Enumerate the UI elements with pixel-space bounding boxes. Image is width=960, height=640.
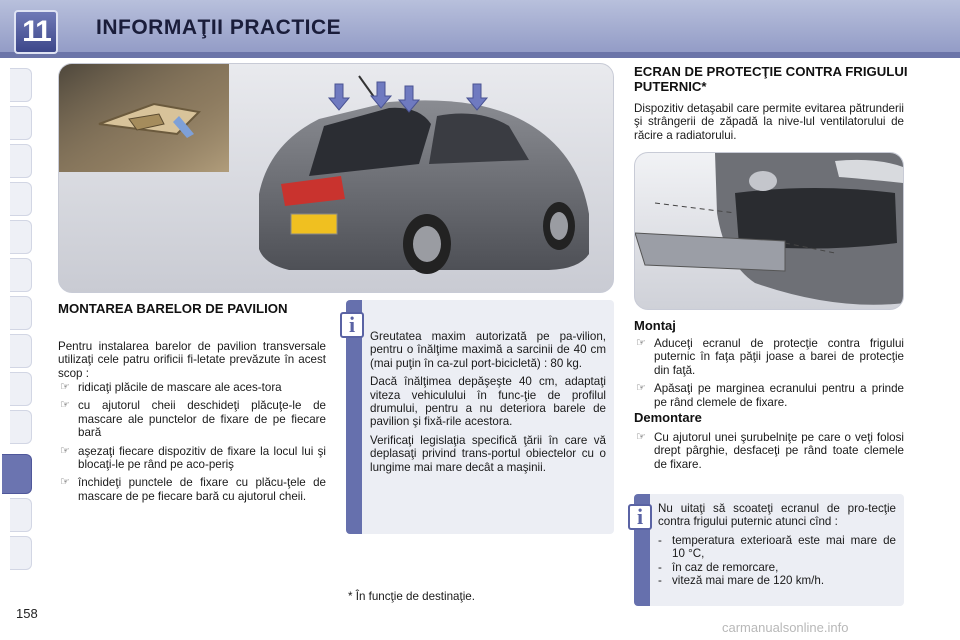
list-item: ☞ Aduceţi ecranul de protecţie contra frigului puternic în faţa păţii joase a barei de protecţie din faţă.: [636, 337, 904, 377]
page-number: 158: [16, 606, 38, 621]
chapter-tab[interactable]: [10, 258, 32, 292]
fixing-point-arrow-icon: [329, 84, 349, 110]
hand-pointer-icon: ☞: [60, 476, 70, 489]
hand-pointer-icon: ☞: [636, 431, 646, 443]
cold-screen-info-box: [634, 494, 904, 606]
roof-bars-illustration: [58, 63, 614, 293]
list-item: ☞ Cu ajutorul unei şurubelniţe pe care o veţi folosi drept pârghie, desfaceţi pe rând toate clemele de fixare.: [636, 431, 904, 471]
cold-screen-intro: Dispozitiv detaşabil care permite evitarea pătrunderii şi strângerii de zăpadă la nive-lul ventilatorului de răcire a radiatorului.: [634, 102, 904, 142]
list-item: - în caz de remorcare,: [658, 561, 896, 574]
cold-screen-heading: ECRAN DE PROTECŢIE CONTRA FRIGULUI PUTERNIC*: [634, 64, 908, 94]
list-item: ☞ cu ajutorul cheii deschideţi plăcuţe-le de mascare ale punctelor de fixare de pe fiecare bară: [60, 399, 326, 440]
peugeot-lion-logo: [749, 171, 777, 191]
list-item: - viteză mai mare de 120 km/h.: [658, 574, 896, 587]
chapter-tab[interactable]: [10, 68, 32, 102]
list-item: ☞ Apăsaţi pe marginea ecranului pentru a prinde pe rând clemele de fixare.: [636, 382, 904, 409]
chapter-tabs: [0, 58, 32, 578]
list-item: - temperatura exterioară este mai mare de 10 °C,: [658, 534, 896, 561]
roof-bars-heading: MONTAREA BARELOR DE PAVILION: [58, 301, 288, 316]
info-icon: i: [340, 312, 364, 338]
list-item: ☞ închideţi punctele de fixare cu plăcu-ţele de mascare de pe fiecare bară cu ajutorul cheii.: [60, 476, 326, 503]
chapter-tab[interactable]: [10, 106, 32, 140]
hand-pointer-icon: ☞: [60, 444, 70, 457]
roof-load-info-box: [346, 300, 614, 534]
front-grille-illustration: [634, 152, 904, 310]
footnote: * În funcţie de destinaţie.: [348, 590, 475, 603]
chapter-tab[interactable]: [10, 498, 32, 532]
hand-pointer-icon: ☞: [636, 337, 646, 349]
chapter-tab[interactable]: [10, 296, 32, 330]
grille-drawing: [635, 153, 904, 310]
chapter-tab[interactable]: [10, 334, 32, 368]
car-rear-drawing: [59, 64, 614, 293]
chapter-tab-active[interactable]: [2, 454, 32, 494]
list-item: ☞ aşezaţi fiecare dispozitiv de fixare la locul lui şi blocaţi-le pe rând pe aco-periş: [60, 444, 326, 472]
chapter-tab[interactable]: [10, 372, 32, 406]
montaj-heading: Montaj: [634, 318, 676, 333]
info-paragraph: Verificaţi legislaţia specifică ţării în care vă deplasaţi privind trans-portul obiectelor cu o lungime mai mare decât a maşinii.: [370, 433, 606, 474]
chapter-tab[interactable]: [10, 182, 32, 216]
list-item: ☞ ridicaţi plăcile de mascare ale aces-tora: [60, 381, 282, 394]
demontare-steps: [634, 431, 904, 476]
page-title: INFORMAŢII PRACTICE: [96, 16, 342, 39]
hand-pointer-icon: ☞: [636, 382, 646, 395]
info-icon: i: [628, 504, 652, 530]
hand-pointer-icon: ☞: [60, 381, 70, 393]
cold-screen-info-text: [658, 502, 896, 587]
hand-pointer-icon: ☞: [60, 399, 70, 412]
roof-bars-intro: Pentru instalarea barelor de pavilion transversale utilizaţi cele patru orificii fi-letate prevăzute în acest scop :: [58, 340, 326, 380]
chapter-tab[interactable]: [10, 410, 32, 444]
license-plate: [291, 214, 337, 234]
watermark: carmanualsonline.info: [722, 620, 849, 635]
info-paragraph: Dacă înălţimea depăşeşte 40 cm, adaptaţi viteza vehiculului în func-ţie de profilul drumului, pentru a nu deteriora barele de pavilion şi fixă-rile acestora.: [370, 375, 606, 429]
demontare-heading: Demontare: [634, 410, 702, 425]
montaj-steps: [634, 337, 904, 414]
roof-bars-steps: [58, 381, 326, 508]
header-stripe: [0, 52, 960, 58]
chapter-number-badge: 11: [14, 10, 58, 54]
removal-conditions-list: [658, 534, 896, 588]
chapter-tab[interactable]: [10, 536, 32, 570]
info-paragraph: Greutatea maxim autorizată pe pa-vilion, pentru o înălţime maximă a sarcinii de 40 cm (mai puţin în ca-zul port-bicicletă) : 80 kg.: [370, 330, 606, 370]
chapter-tab[interactable]: [10, 144, 32, 178]
roof-load-info-text: [370, 330, 606, 479]
info-paragraph: Nu uitaţi să scoateţi ecranul de pro-tecţie contra frigului puternic atunci cînd :: [658, 502, 896, 529]
chapter-tab[interactable]: [10, 220, 32, 254]
